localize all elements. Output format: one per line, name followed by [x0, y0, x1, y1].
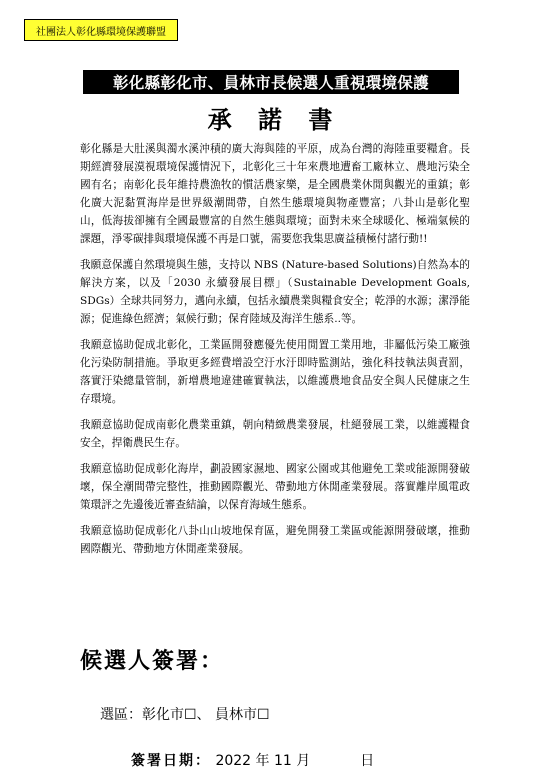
date-day: 日	[360, 753, 375, 769]
pledge-body	[80, 140, 470, 566]
district-line	[100, 704, 270, 724]
org-tag: 社團法人彰化縣環境保護聯盟	[24, 19, 178, 41]
pledge-paragraph-nature: 我願意保護自然環境與生態，支持以 NBS (Nature-based Solutions)自然為本的解決方案，以及「2030 永續發展目標」（Sustainable Development Goals, SDGs）全球共同努力，邁向永續，包括永續農業與糧食安全；乾淨的水源；潔淨能源；促進綠色經濟；氣候行動；保育陸域及海洋生態系..等。	[80, 259, 470, 325]
document-title: 彰化縣彰化市、員林市長候選人重視環境保護	[83, 70, 459, 94]
pledge-paragraph-bagua: 我願意協助促成彰化八卦山山坡地保育區，避免開發工業區或能源開發破壞，推動國際觀光、帶動地方休閒產業發展。	[80, 525, 470, 555]
date-year-month: 2022 年 11 月	[215, 753, 311, 769]
intro-paragraph: 彰化縣是大肚溪與濁水溪沖積的廣大海與陸的平原，成為台灣的海陸重要糧倉。長期經濟發展漠視環境保護情況下，北彰化三十年來農地遭畜工廠林立、農地污染全國有名；南彰化長年維持農漁牧的慣活農家樂，是全國農業休閒與觀光的重鎮；彰化廣大泥黏質海岸是世界級潮間帶，自然生態環境與物產豐富；八卦山是彰化聖山，低海拔卻擁有全國最豐富的自然生態與環境；面對未來全球暖化、極端氣候的課題，淨零碳排與環境保護不再是口號，需要您我集思廣益積極付諸行動!!	[80, 143, 470, 245]
document-subtitle: 承 諾 書	[207, 105, 342, 134]
signature-heading: 候選人簽署：	[80, 649, 225, 674]
district-label: 選區：	[100, 707, 142, 723]
date-line	[131, 750, 374, 770]
date-label: 簽署日期：	[131, 753, 211, 769]
pledge-paragraph-north: 我願意協助促成北彰化，工業區開發應優先使用閒置工業用地，非屬低污染工廠強化污染防制措施。爭取更多經費增設空汙水汙即時監測站，強化科技執法與責罰，落實汙染總量管制，新增農地違建確實執法，以維護農地食品安全與人民健康之生存環境。	[80, 339, 470, 405]
pledge-paragraph-coast: 我願意協助促成彰化海岸，劃設國家濕地、國家公園或其他避免工業或能源開發破壞，保全潮間帶完整性，推動國際觀光、帶動地方休閒產業發展。落實離岸風電政策環評之先邊後近審查結論，以保育海域生態系。	[80, 463, 470, 511]
district-options[interactable]: 彰化市☐、 員林市☐	[142, 707, 270, 723]
pledge-paragraph-south: 我願意協助促成南彰化農業重鎮，朝向精緻農業發展，杜絕發展工業，以維護糧食安全，捍衛農民生存。	[80, 419, 470, 449]
